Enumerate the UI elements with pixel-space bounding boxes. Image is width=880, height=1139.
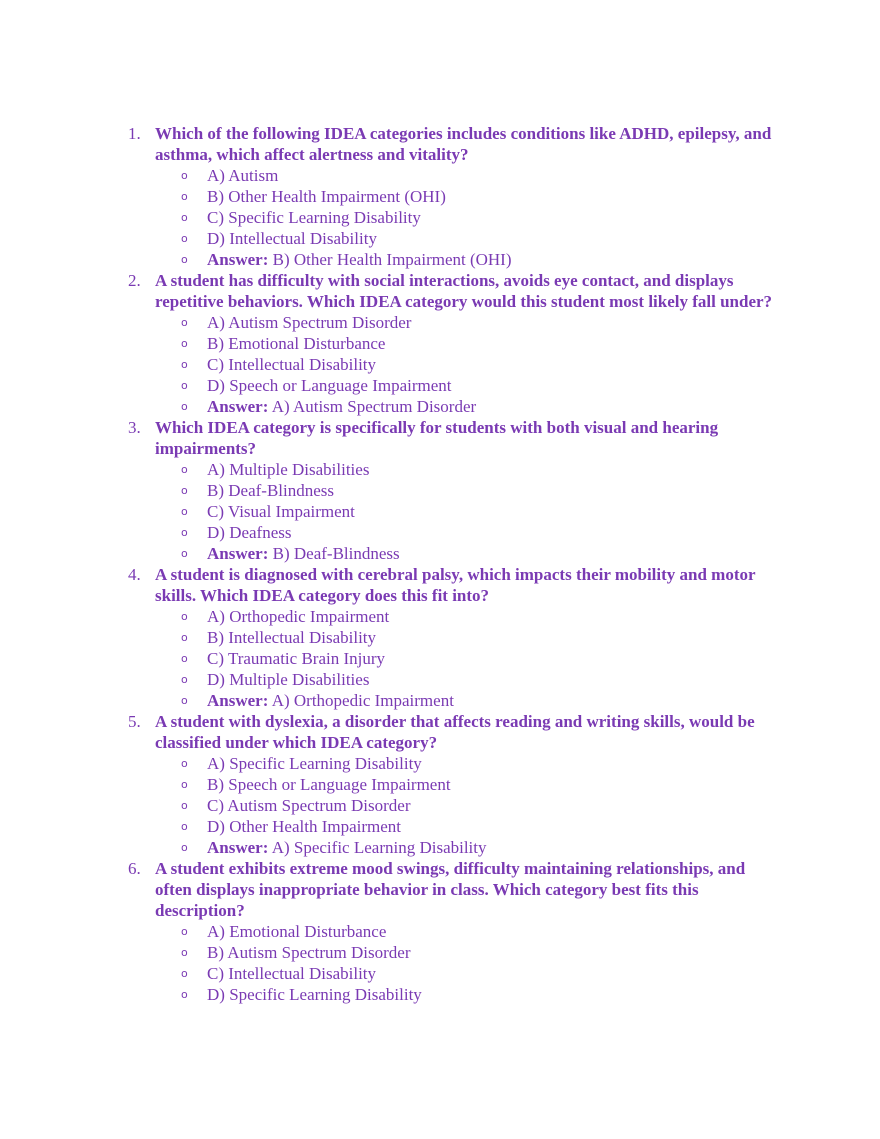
- option-item: [155, 921, 780, 942]
- option-item: [155, 165, 780, 186]
- circle-bullet-icon: o: [181, 505, 188, 518]
- circle-bullet-icon: o: [181, 610, 188, 623]
- answer-item: [155, 396, 780, 417]
- option-item: [155, 354, 780, 375]
- question-text: A student is diagnosed with cerebral palsy, which impacts their mobility and motor skills. Which IDEA category does this fit into?: [155, 565, 756, 605]
- circle-bullet-icon: o: [181, 694, 188, 707]
- option-list: [155, 312, 780, 417]
- circle-bullet-icon: o: [181, 337, 188, 350]
- option-text: B) Intellectual Disability: [207, 628, 377, 647]
- answer-label: Answer:: [207, 838, 269, 857]
- circle-bullet-icon: o: [181, 484, 188, 497]
- question-list: [0, 123, 880, 1005]
- option-item: [155, 312, 780, 333]
- circle-bullet-icon: o: [181, 988, 188, 1001]
- option-text: B) Other Health Impairment (OHI): [207, 187, 446, 206]
- circle-bullet-icon: o: [181, 232, 188, 245]
- option-text: B) Deaf-Blindness: [207, 481, 335, 500]
- circle-bullet-icon: o: [181, 673, 188, 686]
- option-item: [155, 795, 780, 816]
- question-item: [0, 711, 880, 858]
- answer-text: A) Autism Spectrum Disorder: [271, 397, 477, 416]
- question-number: 4.: [128, 565, 141, 584]
- option-list: [155, 753, 780, 858]
- answer-item: [155, 543, 780, 564]
- circle-bullet-icon: o: [181, 841, 188, 854]
- option-item: [155, 963, 780, 984]
- option-list: [155, 165, 780, 270]
- question-text: A student with dyslexia, a disorder that affects reading and writing skills, would be classified under which IDEA category?: [155, 712, 755, 752]
- circle-bullet-icon: o: [181, 400, 188, 413]
- circle-bullet-icon: o: [181, 778, 188, 791]
- circle-bullet-icon: o: [181, 358, 188, 371]
- circle-bullet-icon: o: [181, 652, 188, 665]
- question-number: 2.: [128, 271, 141, 290]
- question-item: [0, 270, 880, 417]
- option-text: A) Autism Spectrum Disorder: [207, 313, 412, 332]
- option-text: D) Specific Learning Disability: [207, 985, 422, 1004]
- option-text: B) Speech or Language Impairment: [207, 775, 451, 794]
- question-item: [0, 858, 880, 1005]
- option-list: [155, 459, 780, 564]
- answer-text: B) Deaf-Blindness: [272, 544, 400, 563]
- option-item: [155, 186, 780, 207]
- question-text: Which of the following IDEA categories includes conditions like ADHD, epilepsy, and asthma, which affect alertness and vitality?: [155, 124, 772, 164]
- option-text: C) Visual Impairment: [207, 502, 355, 521]
- answer-label: Answer:: [207, 691, 269, 710]
- option-text: D) Deafness: [207, 523, 292, 542]
- option-text: A) Specific Learning Disability: [207, 754, 422, 773]
- question-text: A student exhibits extreme mood swings, difficulty maintaining relationships, and often displays inappropriate behavior in class. Which category best fits this description?: [155, 859, 746, 920]
- circle-bullet-icon: o: [181, 967, 188, 980]
- circle-bullet-icon: o: [181, 547, 188, 560]
- circle-bullet-icon: o: [181, 253, 188, 266]
- answer-label: Answer:: [207, 397, 269, 416]
- option-text: A) Emotional Disturbance: [207, 922, 387, 941]
- option-text: B) Emotional Disturbance: [207, 334, 386, 353]
- answer-label: Answer:: [207, 544, 269, 563]
- answer-item: [155, 690, 780, 711]
- question-number: 1.: [128, 124, 141, 143]
- option-text: C) Specific Learning Disability: [207, 208, 421, 227]
- option-item: [155, 522, 780, 543]
- question-item: [0, 123, 880, 270]
- option-item: [155, 501, 780, 522]
- option-item: [155, 984, 780, 1005]
- question-text: Which IDEA category is specifically for students with both visual and hearing impairments?: [155, 418, 719, 458]
- answer-item: [155, 837, 780, 858]
- option-text: D) Multiple Disabilities: [207, 670, 370, 689]
- circle-bullet-icon: o: [181, 925, 188, 938]
- option-item: [155, 480, 780, 501]
- option-item: [155, 627, 780, 648]
- circle-bullet-icon: o: [181, 820, 188, 833]
- option-item: [155, 375, 780, 396]
- option-text: C) Autism Spectrum Disorder: [207, 796, 411, 815]
- option-item: [155, 753, 780, 774]
- circle-bullet-icon: o: [181, 526, 188, 539]
- option-item: [155, 669, 780, 690]
- circle-bullet-icon: o: [181, 379, 188, 392]
- option-item: [155, 774, 780, 795]
- circle-bullet-icon: o: [181, 316, 188, 329]
- circle-bullet-icon: o: [181, 631, 188, 644]
- circle-bullet-icon: o: [181, 946, 188, 959]
- circle-bullet-icon: o: [181, 190, 188, 203]
- option-item: [155, 459, 780, 480]
- circle-bullet-icon: o: [181, 169, 188, 182]
- answer-text: A) Specific Learning Disability: [271, 838, 487, 857]
- option-text: B) Autism Spectrum Disorder: [207, 943, 411, 962]
- option-item: [155, 942, 780, 963]
- circle-bullet-icon: o: [181, 211, 188, 224]
- question-text: A student has difficulty with social interactions, avoids eye contact, and displays repetitive behaviors. Which IDEA category would this student most likely fall under?: [155, 271, 773, 311]
- answer-label: Answer:: [207, 250, 269, 269]
- circle-bullet-icon: o: [181, 799, 188, 812]
- option-text: C) Intellectual Disability: [207, 355, 377, 374]
- answer-item: [155, 249, 780, 270]
- circle-bullet-icon: o: [181, 463, 188, 476]
- option-list: [155, 606, 780, 711]
- option-text: A) Orthopedic Impairment: [207, 607, 390, 626]
- answer-text: B) Other Health Impairment (OHI): [272, 250, 512, 269]
- option-item: [155, 207, 780, 228]
- option-text: C) Intellectual Disability: [207, 964, 377, 983]
- question-item: [0, 564, 880, 711]
- question-number: 3.: [128, 418, 141, 437]
- option-text: C) Traumatic Brain Injury: [207, 649, 386, 668]
- option-item: [155, 333, 780, 354]
- option-list: [155, 921, 780, 1005]
- question-item: [0, 417, 880, 564]
- option-text: A) Multiple Disabilities: [207, 460, 370, 479]
- option-item: [155, 648, 780, 669]
- answer-text: A) Orthopedic Impairment: [271, 691, 454, 710]
- question-number: 5.: [128, 712, 141, 731]
- option-item: [155, 816, 780, 837]
- circle-bullet-icon: o: [181, 757, 188, 770]
- option-text: D) Speech or Language Impairment: [207, 376, 452, 395]
- option-text: D) Other Health Impairment: [207, 817, 402, 836]
- option-item: [155, 606, 780, 627]
- option-text: A) Autism: [207, 166, 279, 185]
- option-item: [155, 228, 780, 249]
- option-text: D) Intellectual Disability: [207, 229, 377, 248]
- question-number: 6.: [128, 859, 141, 878]
